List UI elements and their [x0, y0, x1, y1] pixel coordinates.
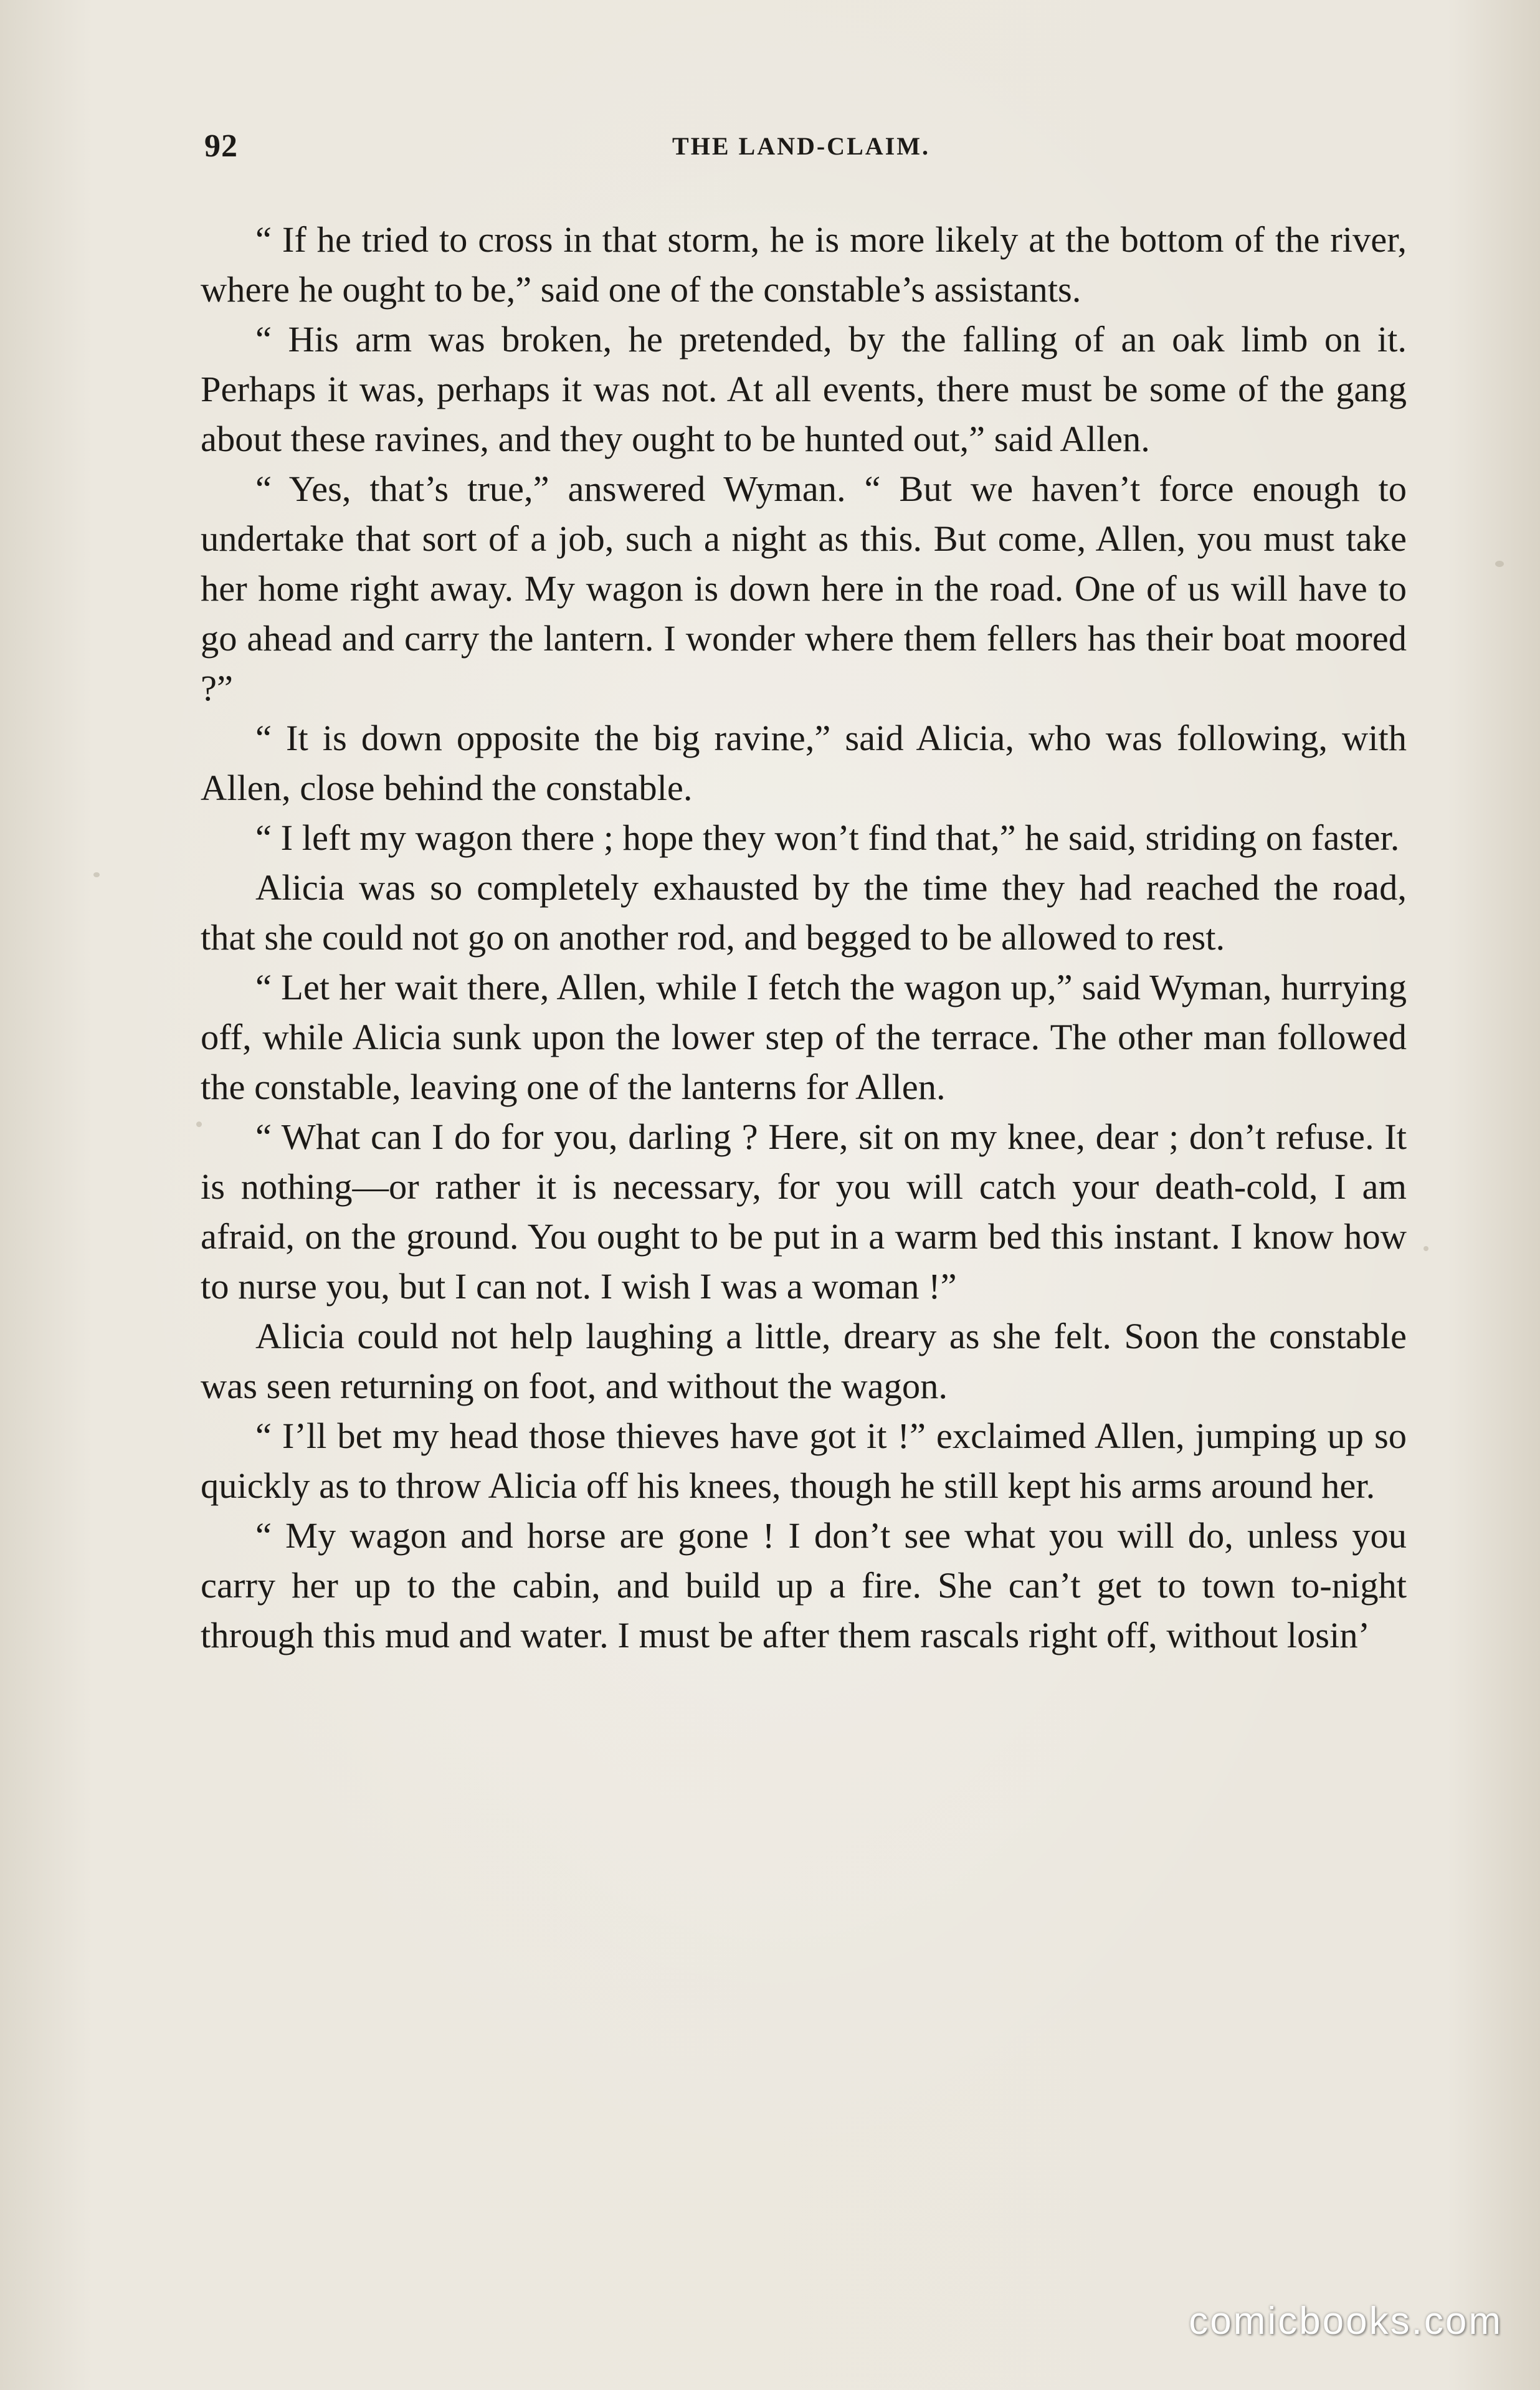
paragraph: “ I left my wagon there ; hope they won’t find that,” he said, striding on faster. [255, 817, 1400, 858]
paragraph: “ What can I do for you, darling ? Here, sit on my knee, dear ; don’t refuse. It is nothing—or rather it is necessary, for you will catch your death-cold, I am afraid, on the ground. You ought to be put in a warm bed this instant. I know how to nurse you, but I can not. I wish I was a woman !” [201, 1116, 1407, 1307]
paragraph: “ If he tried to cross in that storm, he is more likely at the bottom of the river, where he ought to be,” said one of the constable’s assistants. [201, 219, 1407, 310]
paragraph: “ It is down opposite the big ravine,” said Alicia, who was following, with Allen, close behind the constable. [201, 718, 1407, 808]
page-number: 92 [204, 128, 238, 164]
body-text [201, 215, 1407, 1660]
running-head: THE LAND-CLAIM. [672, 132, 930, 160]
paper-speck [93, 872, 100, 877]
paragraph: “ His arm was broken, he pretended, by the falling of an oak limb on it. Perhaps it was, perhaps it was not. At all events, there must be some of the gang about these ravines, and they ought to be hunted out,” said Allen. [201, 319, 1407, 459]
paragraph: Alicia was so completely exhausted by the time they had reached the road, that she could not go on another rod, and begged to be allowed to rest. [201, 867, 1407, 958]
page-header [199, 128, 1403, 171]
watermark: comicbooks.com [1189, 2300, 1503, 2343]
paragraph: “ Yes, that’s true,” answered Wyman. “ But we haven’t force enough to undertake that sort of a job, such a night as this. But come, Allen, you must take her home right away. My wagon is down here in the road. One of us will have to go ahead and carry the lantern. I wonder where them fellers has their boat moored ?” [201, 469, 1407, 708]
paragraph: Alicia could not help laughing a little, dreary as she felt. Soon the constable was seen returning on foot, and without the wagon. [201, 1316, 1407, 1406]
paragraph: “ Let her wait there, Allen, while I fetch the wagon up,” said Wyman, hurrying off, while Alicia sunk upon the lower step of the terrace. The other man followed the constable, leaving one of the lanterns for Allen. [201, 967, 1407, 1107]
paper-speck [1424, 1246, 1428, 1251]
paper-speck [1495, 561, 1504, 567]
paragraph: “ I’ll bet my head those thieves have got it !” exclaimed Allen, jumping up so quickly as to throw Alicia off his knees, though he still kept his arms around her. [201, 1416, 1407, 1506]
paragraph: “ My wagon and horse are gone ! I don’t see what you will do, unless you carry her up to the cabin, and build up a fire. She can’t get to town to-night through this mud and water. I must be after them rascals right off, without losin’ [201, 1515, 1407, 1655]
